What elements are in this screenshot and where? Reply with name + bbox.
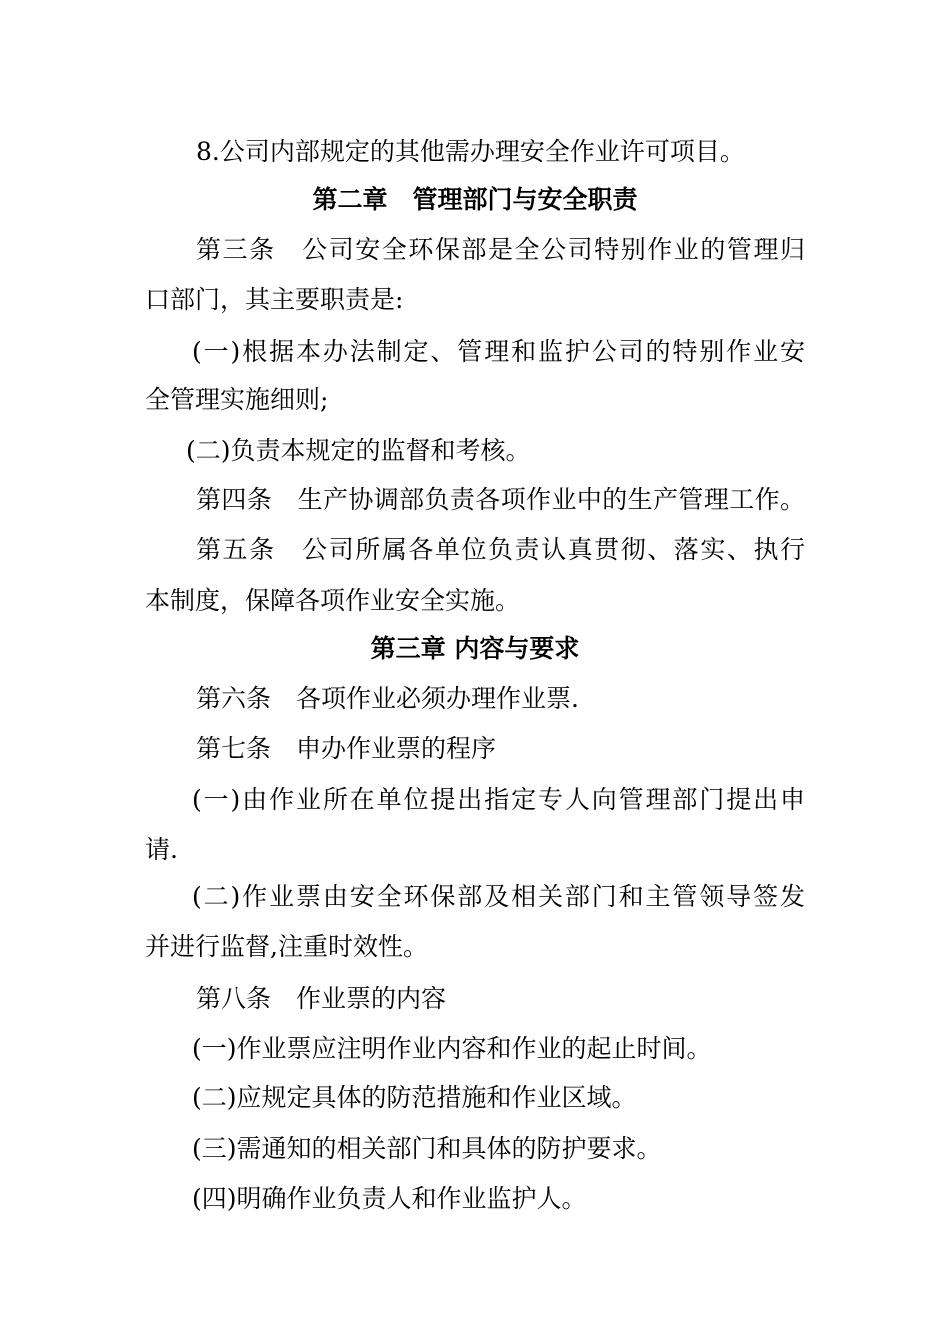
article-8-item-2: (二)应规定具体的防范措施和作业区域。 <box>192 1083 637 1112</box>
chapter-3-heading: 第三章 内容与要求 <box>370 634 580 663</box>
article-8-item-3: (三)需通知的相关部门和具体的防护要求。 <box>192 1134 662 1163</box>
article-3-line-2: 口部门，其主要职责是: <box>145 285 404 314</box>
article-4: 第四条 生产协调部负责各项作业中的生产管理工作。 <box>196 485 805 514</box>
chapter-2-heading: 第二章 管理部门与安全职责 <box>312 185 638 214</box>
article-7-item-1-line-2: 请. <box>145 835 178 864</box>
article-5-line-1: 第五条 公司所属各单位负责认真贯彻、落实、执行 <box>196 535 805 564</box>
article-6: 第六条 各项作业必须办理作业票. <box>196 684 579 713</box>
item-8-text: 8.公司内部规定的其他需办理安全作业许可项目。 <box>196 137 745 166</box>
article-5-line-2: 本制度，保障各项作业安全实施。 <box>145 586 521 615</box>
article-8: 第八条 作业票的内容 <box>196 984 447 1013</box>
article-3-line-1: 第三条 公司安全环保部是全公司特别作业的管理归 <box>196 235 805 264</box>
article-7-item-2-line-2: 并进行监督,注重时效性。 <box>145 932 428 961</box>
article-3-item-2: (二)负责本规定的监督和考核。 <box>186 436 531 465</box>
article-7-item-1-line-1: (一)由作业所在单位提出指定专人向管理部门提出申 <box>192 785 805 814</box>
article-7-item-2-line-1: (二)作业票由安全环保部及相关部门和主管领导签发 <box>192 882 805 911</box>
article-7: 第七条 申办作业票的程序 <box>196 734 497 763</box>
article-3-item-1-line-2: 全管理实施细则; <box>145 385 329 414</box>
article-8-item-1: (一)作业票应注明作业内容和作业的起止时间。 <box>192 1034 712 1063</box>
article-3-item-1-line-1: (一)根据本办法制定、管理和监护公司的特别作业安 <box>192 337 805 366</box>
article-8-item-4: (四)明确作业负责人和作业监护人。 <box>192 1184 587 1213</box>
